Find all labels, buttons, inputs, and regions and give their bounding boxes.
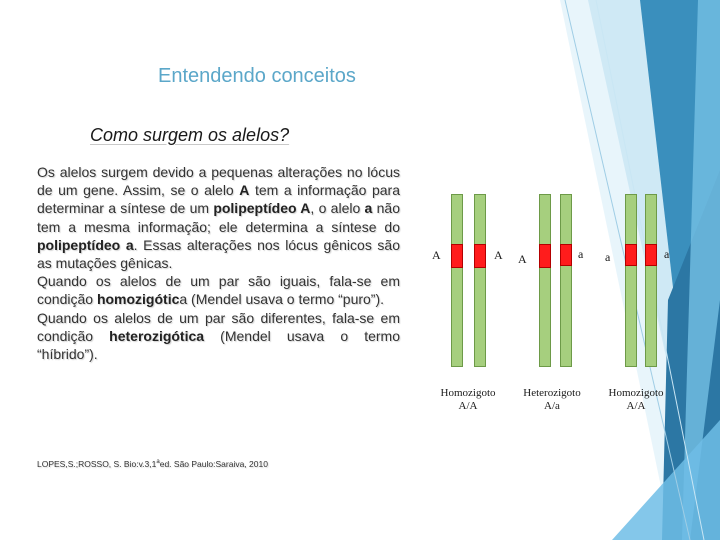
paragraph-homozygous <box>37 272 400 308</box>
text-segment: Quando os alelos de um par são diferentes, fala-se em condição <box>37 309 400 344</box>
caption-type: Homozigoto <box>608 387 664 399</box>
allele-locus-band <box>625 244 637 266</box>
chromosome-right <box>474 194 486 367</box>
allele-label-right: a <box>578 247 584 261</box>
paragraph-heterozygous <box>37 309 400 364</box>
allele-locus-band <box>560 244 572 266</box>
bold-term: polipeptídeo A <box>213 200 311 217</box>
allele-locus-band <box>539 244 551 268</box>
reference-text: LOPES,S.;ROSSO, S. Bio:v.3,1 <box>37 459 157 469</box>
text-segment: (Mendel usava o termo “híbrido”). <box>37 327 400 363</box>
text-segment: não tem a mesma informação; ele determina a síntese do <box>37 200 400 235</box>
pair-caption <box>586 387 686 413</box>
text-segment: tem a informação para determinar a síntese de um <box>37 182 400 217</box>
chromosome-left <box>539 194 551 367</box>
reference-text: ed. São Paulo:Saraiva, 2010 <box>159 459 268 469</box>
caption-type: Homozigoto <box>440 387 496 399</box>
body-paragraph <box>37 163 400 363</box>
allele-label-right: A <box>494 248 503 262</box>
allele-label-left: A <box>518 252 527 266</box>
text-segment: Quando os alelos de um par são iguais, fala-se em condição <box>37 273 400 308</box>
allele-label-left: A <box>432 248 441 262</box>
caption-genotype: A/a <box>544 400 560 412</box>
reference-citation <box>37 459 268 469</box>
allele-locus-band <box>645 244 657 266</box>
allele-locus-band <box>451 244 463 268</box>
slide-subtitle: Como surgem os alelos? <box>90 125 290 145</box>
bold-term: a <box>364 200 373 217</box>
chromosome-left <box>625 194 637 367</box>
bold-term: heterozigótica <box>109 327 205 344</box>
allele-label-left: a <box>605 250 611 264</box>
text-segment: a (Mendel usava o termo “puro”). <box>179 291 385 308</box>
bold-term: homozigótic <box>96 291 180 308</box>
chromosome-left <box>451 194 463 367</box>
paragraph-alleles-origin <box>37 163 400 272</box>
caption-type: Heterozigoto <box>523 387 581 399</box>
bold-term: A <box>239 182 250 199</box>
chromosome-right <box>560 194 572 367</box>
caption-genotype: A/A <box>458 400 478 412</box>
bold-term: polipeptídeo a <box>37 236 134 253</box>
text-segment: . Essas alterações nos lócus gênicos são as mutações gênicas. <box>37 236 401 272</box>
caption-genotype: A/A <box>626 400 646 412</box>
allele-locus-band <box>474 244 486 268</box>
allele-label-right: a <box>664 247 670 261</box>
reference-superscript: a <box>156 459 160 466</box>
slide-title: Entendendo conceitos <box>158 65 356 87</box>
text-segment: , o alelo <box>310 200 365 217</box>
chromosome-right <box>645 194 657 367</box>
text-segment: Os alelos surgem devido a pequenas alterações no lócus de um gene. Assim, se o alelo <box>37 164 400 199</box>
